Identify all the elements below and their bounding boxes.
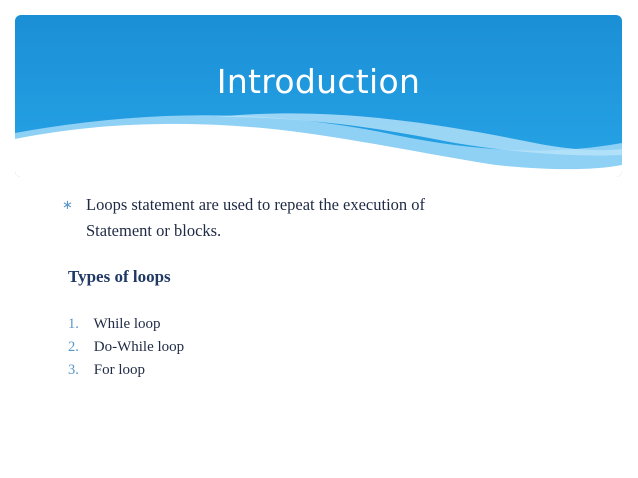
- list-number: 2.: [68, 339, 79, 355]
- bullet-line-1: Loops statement are used to repeat the execution of: [86, 195, 426, 214]
- list-text: For loop: [93, 362, 146, 378]
- title-banner: [15, 15, 622, 177]
- loop-types-list: [68, 314, 184, 383]
- list-item: [68, 337, 184, 360]
- list-item: [68, 360, 184, 383]
- bullet-paragraph: [62, 192, 426, 244]
- types-heading: Types of loops: [68, 267, 171, 286]
- list-text: While loop: [93, 316, 161, 332]
- slide-title: Introduction: [216, 62, 421, 101]
- list-number: 1.: [68, 316, 79, 332]
- list-number: 3.: [68, 362, 79, 378]
- list-item: [68, 314, 184, 337]
- list-text: Do-While loop: [93, 339, 185, 355]
- asterisk-bullet-icon: ∗: [62, 198, 73, 213]
- bullet-line-2: Statement or blocks.: [86, 221, 222, 240]
